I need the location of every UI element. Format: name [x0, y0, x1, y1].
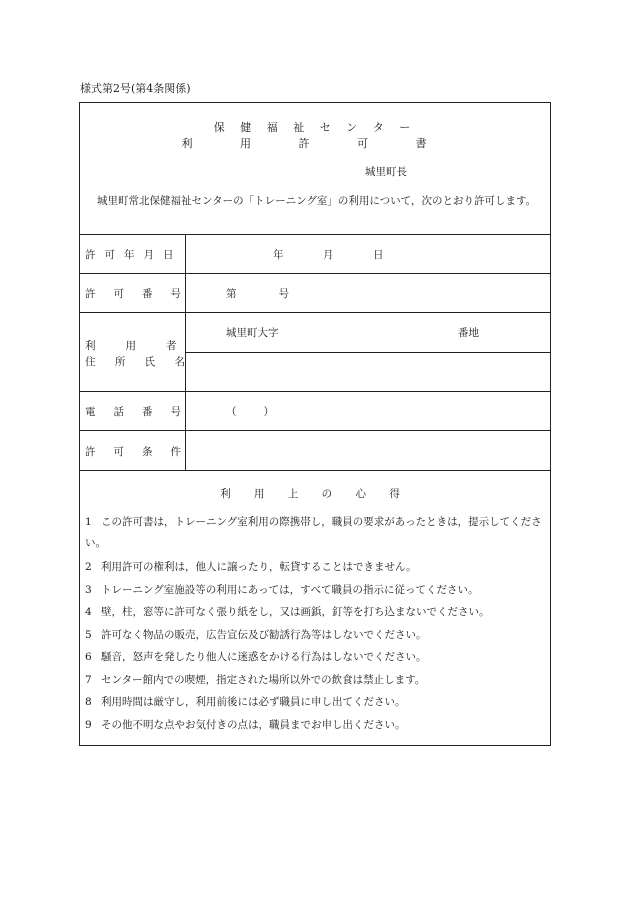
rule-item [85, 647, 544, 668]
intro-text: 城里町常北保健福祉センターの「トレーニング室」の利用について，次のとおり許可します。 [97, 195, 537, 207]
rule-text: 許可なく物品の販売，広告宣伝及び勧誘行為等はしないでください。 [101, 629, 427, 641]
rule-text: トレーニング室施設等の利用にあっては，すべて職員の指示に従ってください。 [101, 584, 479, 596]
user-label-line1: 利 用 者 [85, 340, 180, 352]
user-label-line2: 住 所 氏 名 [85, 356, 194, 368]
rule-number: 3 [85, 584, 92, 596]
divider [80, 391, 550, 392]
permit-date-label: 許可年月日 [85, 249, 183, 261]
conditions-label: 許可条件 [85, 446, 199, 458]
divider [80, 312, 550, 313]
address-prefix: 城里町大字 [226, 327, 279, 339]
divider [80, 470, 550, 471]
rule-number: 9 [85, 719, 92, 731]
rule-item [85, 715, 544, 736]
rule-item [85, 512, 544, 554]
rules-title: 利 用 上 の 心 得 [220, 488, 410, 500]
form-title-facility: 保 健 福 祉 セ ン タ ー [213, 121, 417, 134]
permit-form [79, 102, 551, 746]
rule-text: 利用許可の権利は，他人に譲ったり，転貸することはできません。 [101, 561, 417, 573]
rule-text: この許可書は，トレーニング室利用の際携帯し，職員の要求があったときは，提示してください。 [85, 516, 542, 549]
rule-text: その他不明な点やお気付きの点は，職員までお申し出ください。 [101, 719, 406, 731]
rule-text: 利用時間は厳守し，利用前後には必ず職員に申し出てください。 [101, 696, 406, 708]
permit-date-field[interactable]: 年 月 日 [273, 249, 386, 261]
user-name-field[interactable] [186, 353, 550, 390]
divider [80, 234, 550, 235]
rule-number: 4 [85, 606, 92, 618]
rule-number: 2 [85, 561, 92, 573]
rule-text: 騒音，怒声を発したり他人に迷惑をかける行為はしないでください。 [101, 651, 427, 663]
permit-number-field[interactable]: 第 号 [226, 288, 289, 300]
rule-item [85, 670, 544, 691]
rule-item [85, 557, 544, 578]
rule-number: 1 [85, 516, 92, 528]
rule-item [85, 580, 544, 601]
rule-item [85, 602, 544, 623]
permit-number-label: 許可番号 [85, 288, 199, 300]
address-suffix: 番地 [458, 327, 479, 339]
form-title-document: 利 用 許 可 書 [181, 137, 449, 150]
rule-text: 壁，柱，窓等に許可なく張り紙をし，又は画鋲，釘等を打ち込まないでください。 [101, 606, 490, 618]
rule-number: 7 [85, 674, 92, 686]
form-number-label: 様式第2号(第4条関係) [80, 82, 191, 95]
phone-label: 電話番号 [85, 406, 199, 418]
conditions-field[interactable] [186, 431, 550, 469]
rule-text: センター館内での喫煙，指定された場所以外での飲食は禁止します。 [101, 674, 426, 686]
phone-field[interactable]: （ ） [226, 406, 276, 418]
rule-number: 8 [85, 696, 92, 708]
rule-item [85, 692, 544, 713]
rule-number: 6 [85, 651, 92, 663]
divider [80, 273, 550, 274]
rule-item [85, 625, 544, 646]
rule-number: 5 [85, 629, 92, 641]
issuer-name: 城里町長 [365, 166, 407, 178]
